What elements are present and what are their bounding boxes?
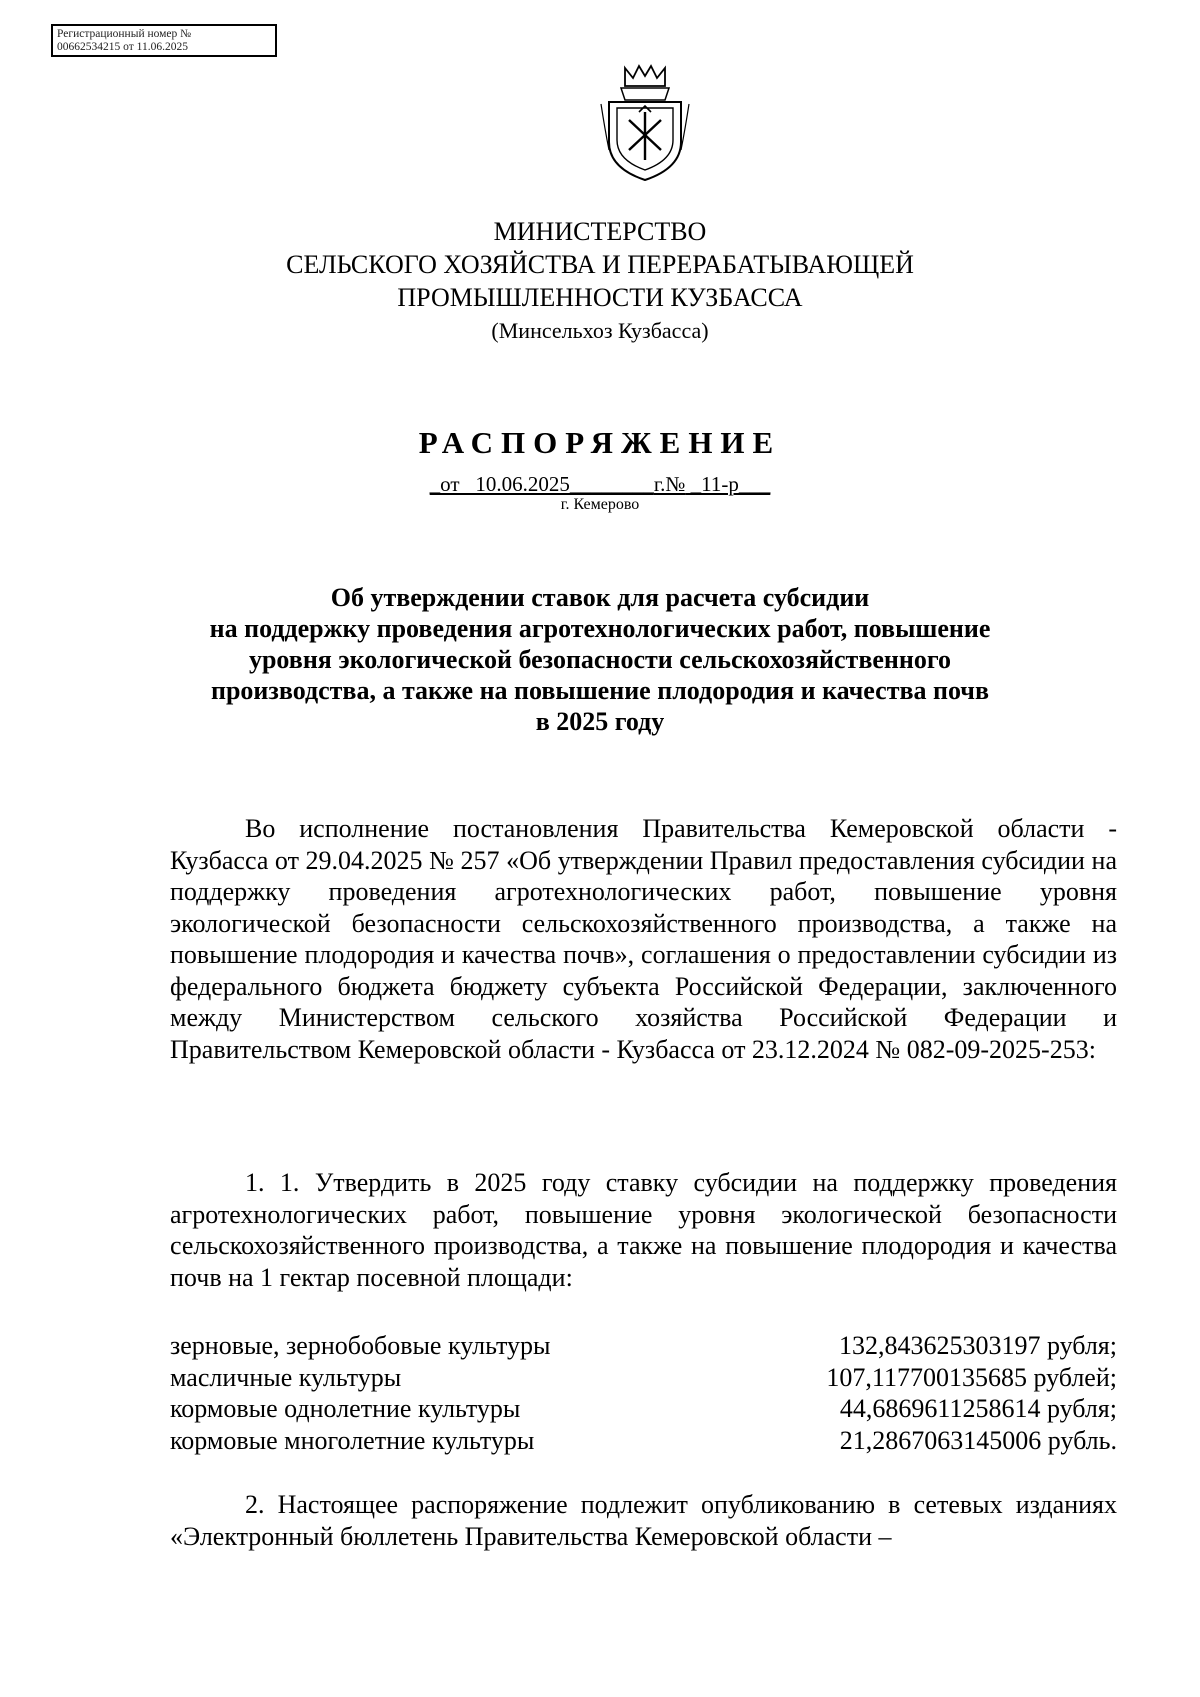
- order-title: РАСПОРЯЖЕНИЕ: [418, 425, 782, 460]
- ministry-line-3: ПРОМЫШЛЕННОСТИ КУЗБАССА: [397, 283, 803, 312]
- rate-value: 132,843625303197 рубля;: [838, 1331, 1117, 1360]
- ministry-header: [0, 215, 1200, 347]
- subject-line-5: в 2025 году: [535, 707, 665, 736]
- kuzbass-coat-of-arms-icon: [595, 60, 695, 184]
- subject-line-4: производства, а также на повышение плодородия и качества почв: [210, 676, 990, 705]
- registration-stamp: [51, 24, 277, 57]
- item-2-paragraph: 2. Настоящее распоряжение подлежит опубликованию в сетевых изданиях «Электронный бюллетень Правительства Кемеровской области –: [170, 1490, 1117, 1551]
- rate-value: 44,6869611258614 рубля;: [839, 1394, 1117, 1423]
- rate-crop: масличные культуры: [170, 1362, 402, 1392]
- ministry-short-name: (Минсельхоз Кузбасса): [491, 318, 709, 343]
- registration-line-1: Регистрационный номер №: [57, 28, 192, 40]
- rate-crop: кормовые однолетние культуры: [170, 1394, 521, 1423]
- order-number-label: г.№: [653, 472, 686, 496]
- item-1-paragraph: 1. 1. Утвердить в 2025 году ставку субсидии на поддержку проведения агротехнологических работ, повышение уровня экологической безопасности сельскохозяйственного производства, а также на повышение плодородия и качества почв на 1 гектар посевной площади:: [170, 1168, 1117, 1292]
- subject-line-1: Об утверждении ставок для расчета субсидии: [330, 583, 870, 612]
- rate-row: [170, 1393, 1117, 1425]
- rates-list: [170, 1330, 1117, 1456]
- ministry-line-2: СЕЛЬСКОГО ХОЗЯЙСТВА И ПЕРЕРАБАТЫВАЮЩЕЙ: [286, 250, 914, 279]
- ministry-line-1: МИНИСТЕРСТВО: [493, 217, 707, 246]
- order-date-number: [0, 472, 1200, 496]
- subject-line-3: уровня экологической безопасности сельскохозяйственного: [248, 645, 952, 674]
- rate-row: [170, 1330, 1117, 1362]
- order-number: _11-р___: [685, 472, 771, 496]
- registration-line-2: 00662534215 от 11.06.2025: [57, 41, 188, 53]
- rate-row: [170, 1425, 1117, 1457]
- subject-line-2: на поддержку проведения агротехнологических работ, повышение: [209, 614, 991, 643]
- order-subject: [0, 582, 1200, 737]
- preamble-paragraph: Во исполнение постановления Правительства Кемеровской области - Кузбасса от 29.04.2025 № 257 «Об утверждении Правил предоставления субсидии на поддержку проведения агротехнологических работ, повышение уровня экологической безопасности сельскохозяйственного производства, а также на повышение плодородия и качества почв», соглашения о предоставлении субсидии из федерального бюджета бюджету субъекта Российской Федерации, заключенного между Министерством сельского хозяйства Российской Федерации и Правительством Кемеровской области - Кузбасса от 23.12.2024 № 082-09-2025-253:: [170, 814, 1117, 1064]
- rate-crop: кормовые многолетние культуры: [170, 1425, 535, 1455]
- rate-value: 21,2867063145006 рубль.: [839, 1425, 1117, 1455]
- order-date: _от 10.06.2025________: [429, 472, 654, 496]
- rate-value: 107,117700135685 рублей;: [826, 1362, 1117, 1392]
- rate-crop: зерновые, зернобобовые культуры: [170, 1331, 551, 1360]
- order-city: г. Кемерово: [560, 496, 640, 513]
- rate-row: [170, 1362, 1117, 1394]
